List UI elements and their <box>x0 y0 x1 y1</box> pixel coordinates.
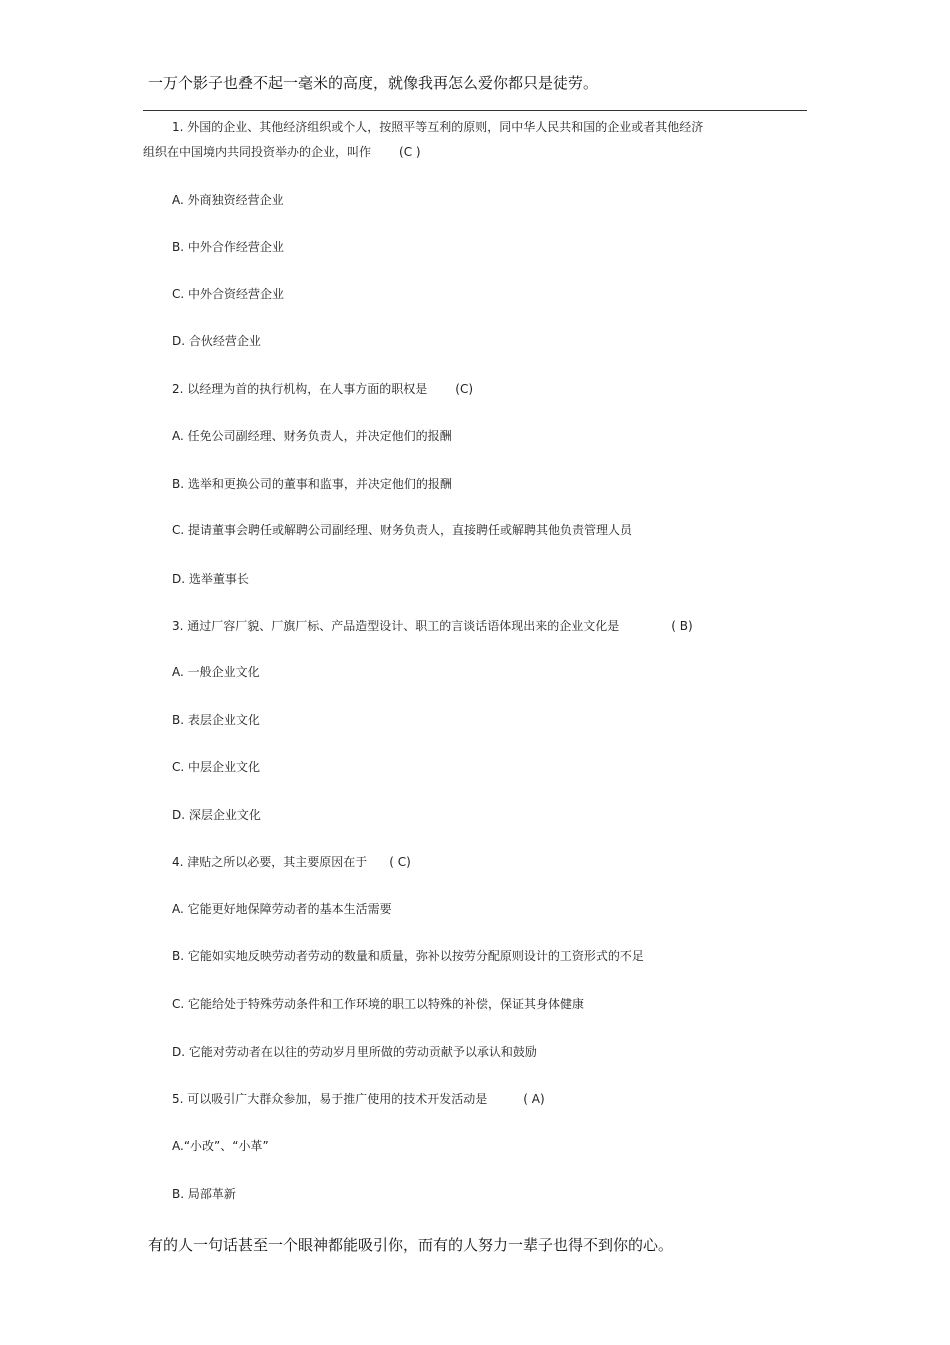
question-4-answer: ( C) <box>389 855 411 869</box>
question-1-stem-line-2: 组织在中国境内共同投资举办的企业，叫作 (C ) <box>143 145 421 159</box>
question-3-answer: ( B) <box>671 619 693 633</box>
question-5-stem: 5. 可以吸引广大群众参加，易于推广使用的技术开发活动是 ( A) <box>172 1092 545 1106</box>
question-2-option-a: A. 任免公司副经理、财务负责人，并决定他们的报酬 <box>172 429 452 443</box>
header-quote: 一万个影子也叠不起一毫米的高度，就像我再怎么爱你都只是徒劳。 <box>148 74 599 92</box>
question-2-answer: (C) <box>455 382 474 396</box>
question-3-stem: 3. 通过厂容厂貌、厂旗厂标、产品造型设计、职工的言谈话语体现出来的企业文化是 ( B) <box>172 619 693 633</box>
question-1-option-b: B. 中外合作经营企业 <box>172 240 284 254</box>
question-2-option-d: D. 选举董事长 <box>172 572 249 586</box>
question-1-stem-line-1: 1. 外国的企业、其他经济组织或个人，按照平等互利的原则，同中华人民共和国的企业或者其他经济 <box>172 120 704 134</box>
question-1-option-d: D. 合伙经营企业 <box>172 334 261 348</box>
question-4-stem: 4. 津贴之所以必要，其主要原因在于 ( C) <box>172 855 411 869</box>
question-4-option-b: B. 它能如实地反映劳动者劳动的数量和质量，弥补以按劳分配原则设计的工资形式的不足 <box>172 949 644 963</box>
question-5-option-b: B. 局部革新 <box>172 1187 236 1201</box>
question-2-stem: 2. 以经理为首的执行机构，在人事方面的职权是 (C) <box>172 382 474 396</box>
question-3-option-b: B. 表层企业文化 <box>172 713 260 727</box>
question-4-option-d: D. 它能对劳动者在以往的劳动岁月里所做的劳动贡献予以承认和鼓励 <box>172 1045 537 1059</box>
question-1-option-a: A. 外商独资经营企业 <box>172 193 284 207</box>
question-3-option-a: A. 一般企业文化 <box>172 665 260 679</box>
question-4-option-c: C. 它能给处于特殊劳动条件和工作环境的职工以特殊的补偿，保证其身体健康 <box>172 997 585 1011</box>
question-5-answer: ( A) <box>523 1092 545 1106</box>
question-2-option-c: C. 提请董事会聘任或解聘公司副经理、财务负责人，直接聘任或解聘其他负责管理人员 <box>172 523 633 537</box>
question-1-option-c: C. 中外合资经营企业 <box>172 287 285 301</box>
question-2-option-b: B. 选举和更换公司的董事和监事，并决定他们的报酬 <box>172 477 452 491</box>
question-1-answer: (C ) <box>399 145 421 159</box>
question-5-option-a: A.“小改”、“小革” <box>172 1139 269 1153</box>
footer-quote: 有的人一句话甚至一个眼神都能吸引你，而有的人努力一辈子也得不到你的心。 <box>148 1236 674 1254</box>
question-4-option-a: A. 它能更好地保障劳动者的基本生活需要 <box>172 902 392 916</box>
question-3-option-d: D. 深层企业文化 <box>172 808 261 822</box>
header-divider <box>143 110 807 111</box>
question-3-option-c: C. 中层企业文化 <box>172 760 261 774</box>
